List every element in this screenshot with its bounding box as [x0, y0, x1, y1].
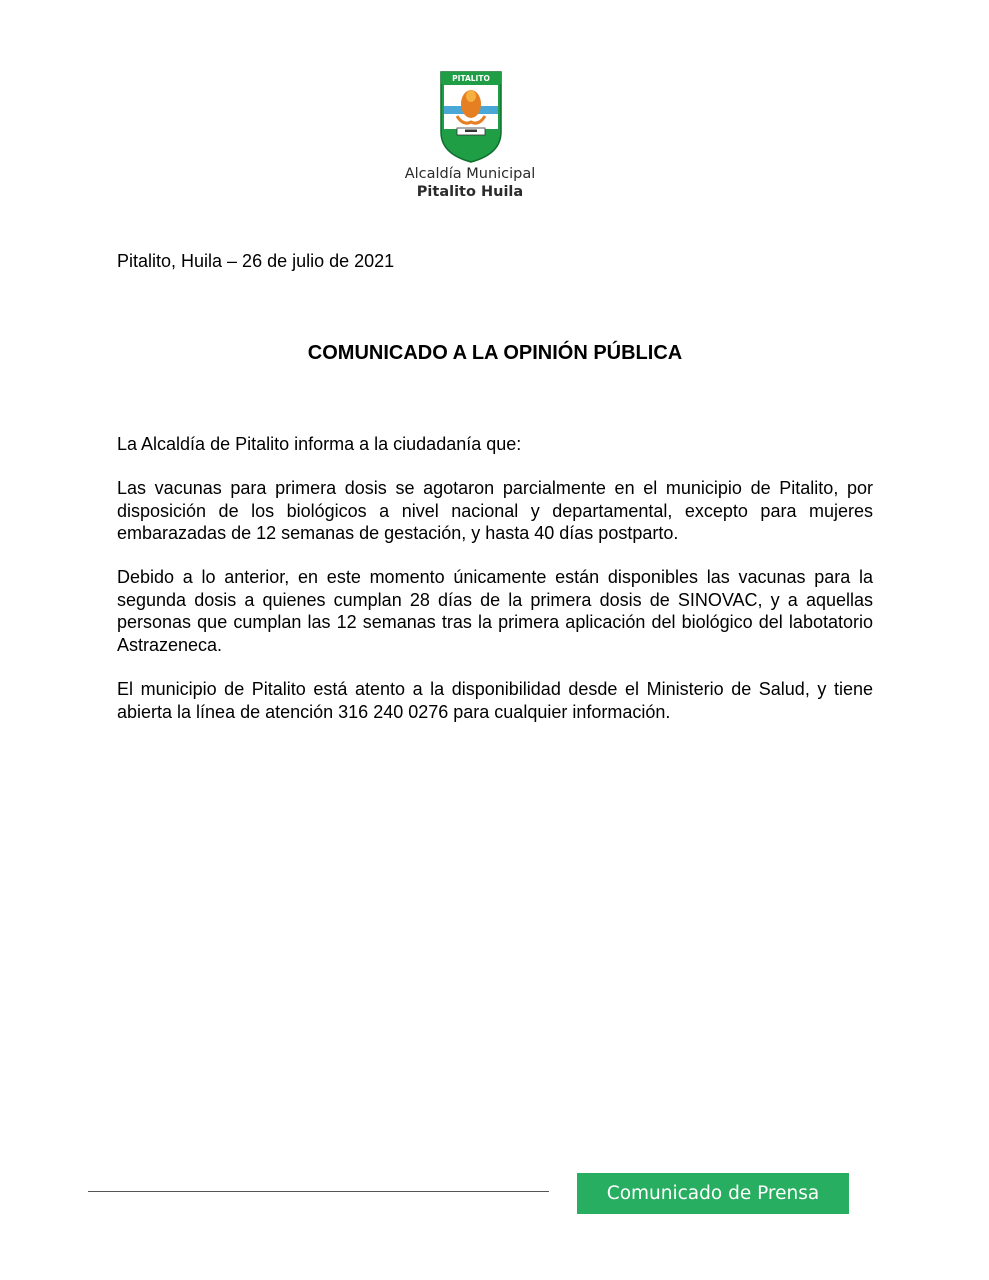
press-release-badge	[577, 1173, 849, 1214]
body-paragraph-3: El municipio de Pitalito está atento a la disponibilidad desde el Ministerio de Salud, y tiene abierta la línea de atención 316 240 0276 para cualquier información.	[117, 679, 873, 722]
footer-divider	[88, 1191, 549, 1192]
institution-location: Pitalito Huila	[416, 184, 524, 200]
body-paragraph-1: Las vacunas para primera dosis se agotaron parcialmente en el municipio de Pitalito, por disposición de los biológicos a nivel nacional y departamental, excepto para mujeres embarazadas de 12 semanas de gestación, y hasta 40 días postparto.	[117, 478, 873, 543]
intro-paragraph: La Alcaldía de Pitalito informa a la ciudadanía que:	[117, 434, 522, 454]
press-release-label: Comunicado de Prensa	[606, 1183, 820, 1204]
institution-name: Alcaldía Municipal	[404, 166, 536, 182]
svg-text:PITALITO: PITALITO	[452, 74, 490, 83]
pitalito-shield-icon	[439, 70, 503, 164]
document-date: Pitalito, Huila – 26 de julio de 2021	[117, 251, 395, 271]
document-title: COMUNICADO A LA OPINIÓN PÚBLICA	[307, 342, 683, 364]
body-paragraph-2: Debido a lo anterior, en este momento únicamente están disponibles las vacunas para la segunda dosis a quienes cumplan 28 días de la primera dosis de SINOVAC, y a aquellas personas que cumplan las 12 semanas tras la primera aplicación del biológico del labotatorio Astrazeneca.	[117, 567, 873, 655]
